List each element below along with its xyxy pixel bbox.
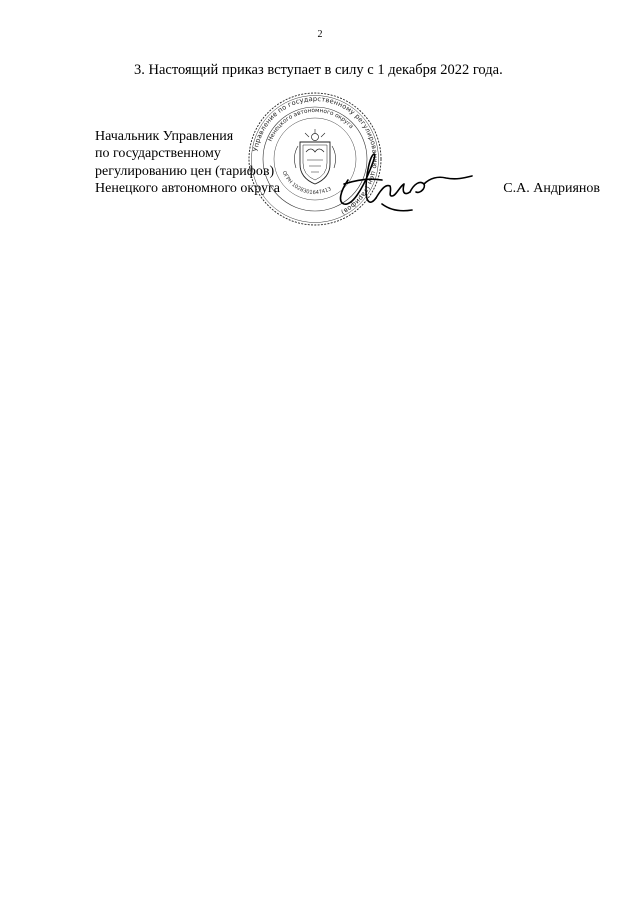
position-line-1: Начальник Управления xyxy=(95,129,234,144)
position-line-2: по государственному xyxy=(95,146,221,162)
stamp-ogrn-text: ОГРН 1028301647413 xyxy=(280,170,333,197)
page-number: 2 xyxy=(317,29,323,40)
handwritten-signature xyxy=(330,140,480,220)
order-effective-date-paragraph: 3. Настоящий приказ вступает в силу с 1 декабря 2022 года. xyxy=(134,62,503,78)
position-line-3: регулированию цен (тарифов) xyxy=(95,163,275,179)
stamp-middle-text: Ненецкого автономного округа xyxy=(267,107,355,143)
signatory-name: С.А. Андриянов xyxy=(503,181,600,196)
stamp-outer-text: Управление по государственному регулированию цен (тарифов) xyxy=(251,94,380,217)
position-line-4: Ненецкого автономного округа xyxy=(95,180,280,196)
